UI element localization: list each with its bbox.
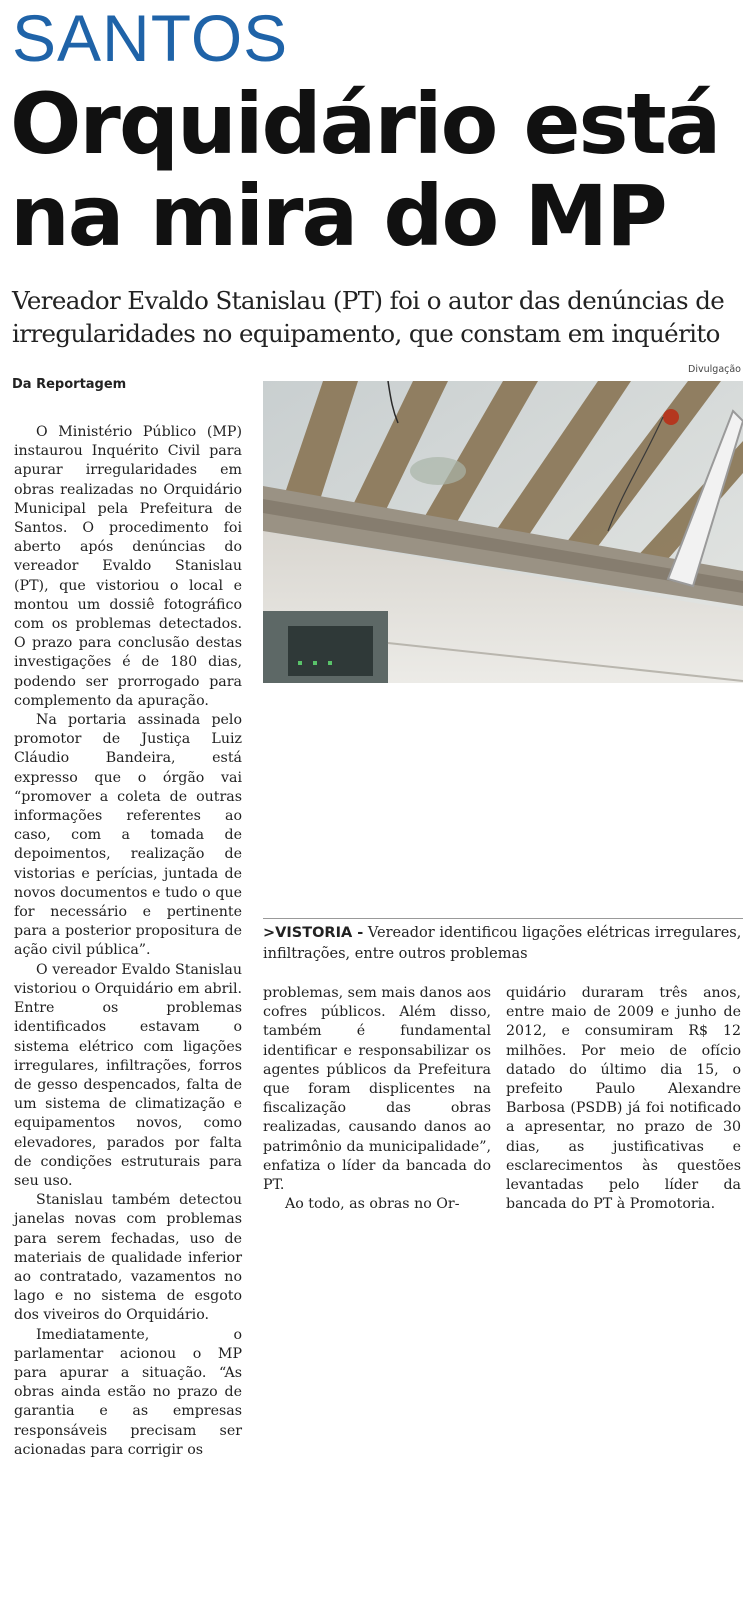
photo-caption [263, 923, 743, 965]
section-title: SANTOS [12, 1, 289, 75]
paragraph: Stanislau também detectou janelas novas com problemas para serem fechadas, uso de materiais de qualidade inferior ao contratado, vazamentos no lago e no sistema de esgoto dos viveiros do Orquidário. [14, 1192, 242, 1324]
paragraph: problemas, sem mais danos aos cofres públicos. Além disso, também é fundamental identificar e responsabilizar os agentes públicos da Prefeitura que foram displicentes na fiscalização das obras realizadas, causando danos ao patrimônio da municipalidade”, enfatiza o líder da bancada do PT. [263, 985, 491, 1194]
paragraph: O Ministério Público (MP) instaurou Inquérito Civil para apurar irregularidades em obras realizadas no Orquidário Municipal pela Prefeitura de Santos. O procedimento foi aberto após denúncias do vereador Evaldo Stanislau (PT), que vistoriou o local e montou um dossiê fotográfico com os problemas detectados. O prazo para conclusão destas investigações é de 180 dias, podendo ser prorrogado para complemento da apuração. [14, 424, 242, 709]
paragraph: Imediatamente, o parlamentar acionou o MP para apurar a situação. “As obras ainda estão no prazo de garantia e as empresas responsáveis precisam ser acionadas para corrigir os [14, 1326, 242, 1458]
paragraph: quidário duraram três anos, entre maio de 2009 e junho de 2012, e consumiram R$ 12 milhões. Por meio de ofício datado do último dia 15, o prefeito Paulo Alexandre Barbosa (PSDB) já foi notificado a apresentar, no prazo de 30 dias, as justificativas e esclarecimentos às questões levantadas pelo líder da bancada do PT à Promotoria. [506, 985, 741, 1213]
article-column-2 [263, 984, 491, 1214]
paragraph: Ao todo, as obras no Or- [285, 1196, 460, 1213]
ceiling-photo-illustration [263, 381, 743, 683]
article-column-1 [14, 423, 242, 1460]
paragraph: Na portaria assinada pelo promotor de Justiça Luiz Cláudio Bandeira, está expresso que o órgão vai “promover a coleta de outras informações referentes ao caso, com a tomada de depoimentos, realização de vistorias e perícias, juntada de novos documentos e tudo o que for necessário e pertinente para a posterior propositura de ação civil pública”. [14, 712, 242, 959]
news-photo [263, 381, 743, 683]
caption-text: Vereador identificou ligações elétricas irregulares, infiltrações, entre outros problemas [263, 925, 742, 962]
paragraph: O vereador Evaldo Stanislau vistoriou o Orquidário em abril. Entre os problemas identificados estavam o sistema elétrico com ligações irregulares, infiltrações, forros de gesso despencados, falta de um sistema de climatização e equipamentos novos, como elevadores, parados por falta de condições estruturais para seu uso. [14, 961, 242, 1189]
subheadline: Vereador Evaldo Stanislau (PT) foi o autor das denúncias de irregularidades no equipamento, que constam em inquérito [12, 286, 725, 348]
headline: Orquidário está na mira do MP [10, 75, 720, 265]
caption-rule [263, 918, 743, 919]
article-column-3 [506, 984, 741, 1214]
photo-credit: Divulgação [688, 364, 741, 375]
caption-label: >VISTORIA - [263, 925, 364, 941]
byline: Da Reportagem [12, 377, 127, 392]
